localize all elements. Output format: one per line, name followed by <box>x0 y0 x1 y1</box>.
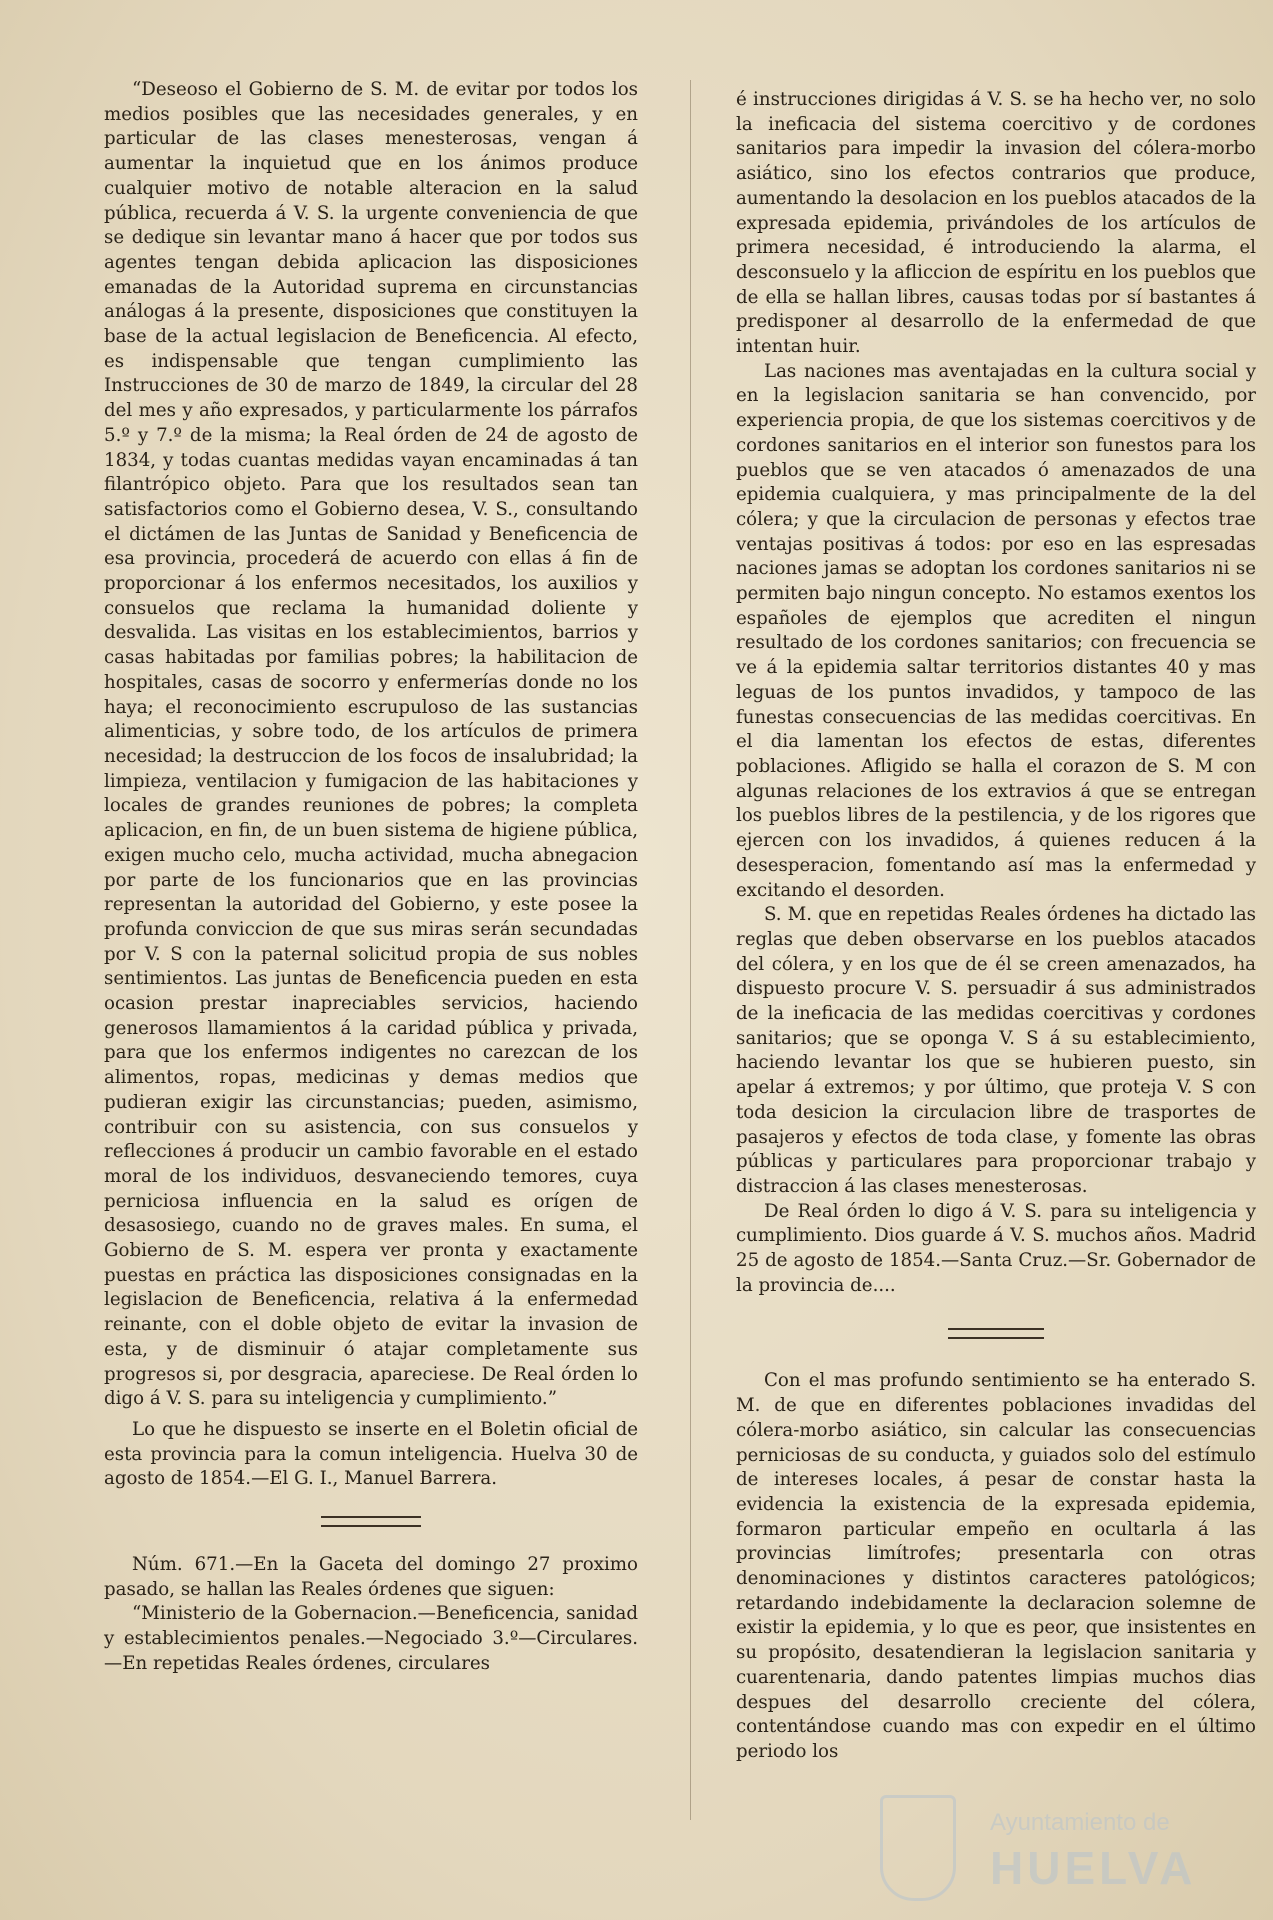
section-separator <box>948 1328 1044 1339</box>
column-divider <box>690 80 691 1820</box>
right-column <box>736 88 1256 1765</box>
gaceta-notice: Núm. 671.—En la Gaceta del domingo 27 proximo pasado, se hallan las Reales órdenes que siguen: <box>104 1554 638 1600</box>
publication-notice: Lo que he dispuesto se inserte en el Boletin oficial de esta provincia para la comun inteligencia. Huelva 30 de agosto de 1854.—El G. I., Manuel Barrera. <box>104 1418 638 1490</box>
nations-paragraph: Las naciones mas aventajadas en la cultura social y en la legislacion sanitaria se han convencido, por experiencia propia, de que los sistemas coercitivos y de cordones sanitarios en el interior son funestos para los pueblos que se ven atacados ó amenazados de una epidemia cualquiera, y mas principalmente de la del cólera; y que la circulacion de personas y efectos trae ventajas positivas á todos: por eso en las espresadas naciones jamas se adoptan los cordones sanitarios ni se permiten bajo ningun concepto. No estamos exentos los españoles de ejemplos que acrediten el ningun resultado de los cordones sanitarios; con frecuencia se ve á la epidemia saltar territorios distantes 40 y mas leguas de los puntos invadidos, y tampoco de las funestas consecuencias de las medidas coercitivas. En el dia lamentan los efectos de estas, diferentes poblaciones. Afligido se halla el corazon de S. M con algunas relaciones de los extravios á que se entregan los pueblos libres de la pestilencia, y de los rigores que ejercen con los invadidos, á quienes reducen á la desesperacion, fomentando así mas la enfermedad y excitando el desorden. <box>736 360 1256 901</box>
watermark <box>880 1795 1240 1905</box>
instructions-continuation: é instrucciones dirigidas á V. S. se ha hecho ver, no solo la ineficacia del sistema coercitivo y de cordones sanitarios para impedir la invasion del cólera-morbo asiático, sino los efectos contrarios que produce, aumentando la desolacion en los pueblos atacados de la expresada epidemia, privándoles de los artículos de primera necesidad, é introduciendo la alarma, el desconsuelo y la afliccion de espíritu en los pueblos que de ella se hallan libres, causas todas por sí bastantes á predisponer al desarrollo de la enfermedad de que intentan huir. <box>736 89 1256 358</box>
left-column <box>104 78 638 1677</box>
section-separator <box>321 1516 421 1527</box>
shield-icon <box>880 1795 956 1901</box>
royal-order-text: “Deseoso el Gobierno de S. M. de evitar por todos los medios posibles que las necesidades generales, y en particular de las clases menesterosas, vengan á aumentar la inquietud que en los ánimos produce cualquier motivo de notable alteracion en la salud pública, recuerda á V. S. la urgente conveniencia de que se dedique sin levantar mano á hacer que por todos sus agentes tengan debida aplicacion las disposiciones emanadas de la Autoridad suprema en circunstancias análogas á la presente, disposiciones que constituyen la base de la actual legislacion de Beneficencia. Al efecto, es indispensable que tengan cumplimiento las Instrucciones de 30 de marzo de 1849, la circular del 28 del mes y año expresados, y particularmente los párrafos 5.º y 7.º de la misma; la Real órden de 24 de agosto de 1834, y todas cuantas medidas vayan encaminadas á tan filantrópico objeto. Para que los resultados sean tan satisfactorios como el Gobierno desea, V. S., consultando el dictámen de las Juntas de Sanidad y Beneficencia de esa provincia, procederá de acuerdo con ellas á fin de proporcionar á los enfermos necesitados, los auxilios y consuelos que reclama la humanidad doliente y desvalida. Las visitas en los establecimientos, barrios y casas habitadas por familias pobres; la habilitacion de hospitales, casas de socorro y enfermerías donde no los haya; el reconocimiento escrupuloso de las sustancias alimenticias, y sobre todo, de los artículos de primera necesidad; la destruccion de los focos de insalubridad; la limpieza, ventilacion y fumigacion de las habitaciones y locales de grandes reuniones de pobres; la completa aplicacion, en fin, de un buen sistema de higiene pública, exigen mucho celo, mucha actividad, mucha abnegacion por parte de los funcionarios que en las provincias representan la autoridad del Gobierno, y este posee la profunda conviccion de que sus miras serán secundadas por V. S con la paternal solicitud propia de sus nobles sentimientos. Las juntas de Beneficencia pueden en esta ocasion prestar inapreciables servicios, haciendo generosos llamamientos á la caridad pública y privada, para que los enfermos indigentes no carezcan de los alimentos, ropas, medicinas y demas medios que pudieran exigir las circunstancias; pueden, asimismo, contribuir con su asistencia, con sus consuelos y reflecciones á producir un cambio favorable en el estado moral de los individuos, desvaneciendo temores, cuya perniciosa influencia en la salud es orígen de desasosiego, cuando no de graves males. En suma, el Gobierno de S. M. espera ver pronta y exactamente puestas en práctica las disposiciones consignadas en la legislacion de Beneficencia, relativa á la enfermedad reinante, con el doble objeto de evitar la invasion de esta, y de disminuir ó atajar completamente sus progresos si, por desgracia, apareciese. De Real órden lo digo á V. S. para su inteligencia y cumplimiento.” <box>104 79 638 1410</box>
rules-paragraph: S. M. que en repetidas Reales órdenes ha dictado las reglas que deben observarse en los pueblos atacados del cólera, y en los que de él se creen amenazados, ha dispuesto procure V. S. persuadir á sus administrados de la ineficacia de las medidas coercitivas y cordones sanitarios; que se oponga V. S á su establecimiento, haciendo levantar los que se hubieren puesto, sin apelar á extremos; y por último, que proteja V. S con toda desicion la circulacion libre de trasportes de pasajeros y efectos de toda clase, y fomente las obras públicas y particulares para proporcionar trabajo y distraccion á las clases menesterosas. <box>736 904 1256 1197</box>
watermark-line-2: HUELVA <box>990 1842 1197 1894</box>
ministry-heading: “Ministerio de la Gobernacion.—Beneficencia, sanidad y establecimientos penales.—Negociado 3.º—Circulares.—En repetidas Reales órdenes, circulares <box>104 1603 638 1674</box>
second-order-text: Con el mas profundo sentimiento se ha enterado S. M. de que en diferentes poblaciones invadidas del cólera-morbo asiático, sin calcular las consecuencias perniciosas de su conducta, y guiados solo del estímulo de intereses locales, á pesar de constar hasta la evidencia la existencia de la expresada epidemia, formaron particular empeño en ocultarla á las provincias limítrofes; presentarla con otras denominaciones y distintos caracteres patológicos; retardando indebidamente la declaracion solemne de existir la epidemia, y lo que es peor, que insistentes en su propósito, desatendieran la legislacion sanitaria y cuarentenaria, dando patentes limpias muchos dias despues del desarrollo creciente del cólera, contentándose cuando mas con expedir en el último periodo los <box>736 1370 1256 1762</box>
watermark-line-1: Ayuntamiento de <box>990 1809 1170 1836</box>
royal-order-closing: De Real órden lo digo á V. S. para su inteligencia y cumplimiento. Dios guarde á V. S. muchos años. Madrid 25 de agosto de 1854.—Santa Cruz.—Sr. Gobernador de la provincia de.... <box>736 1200 1256 1296</box>
